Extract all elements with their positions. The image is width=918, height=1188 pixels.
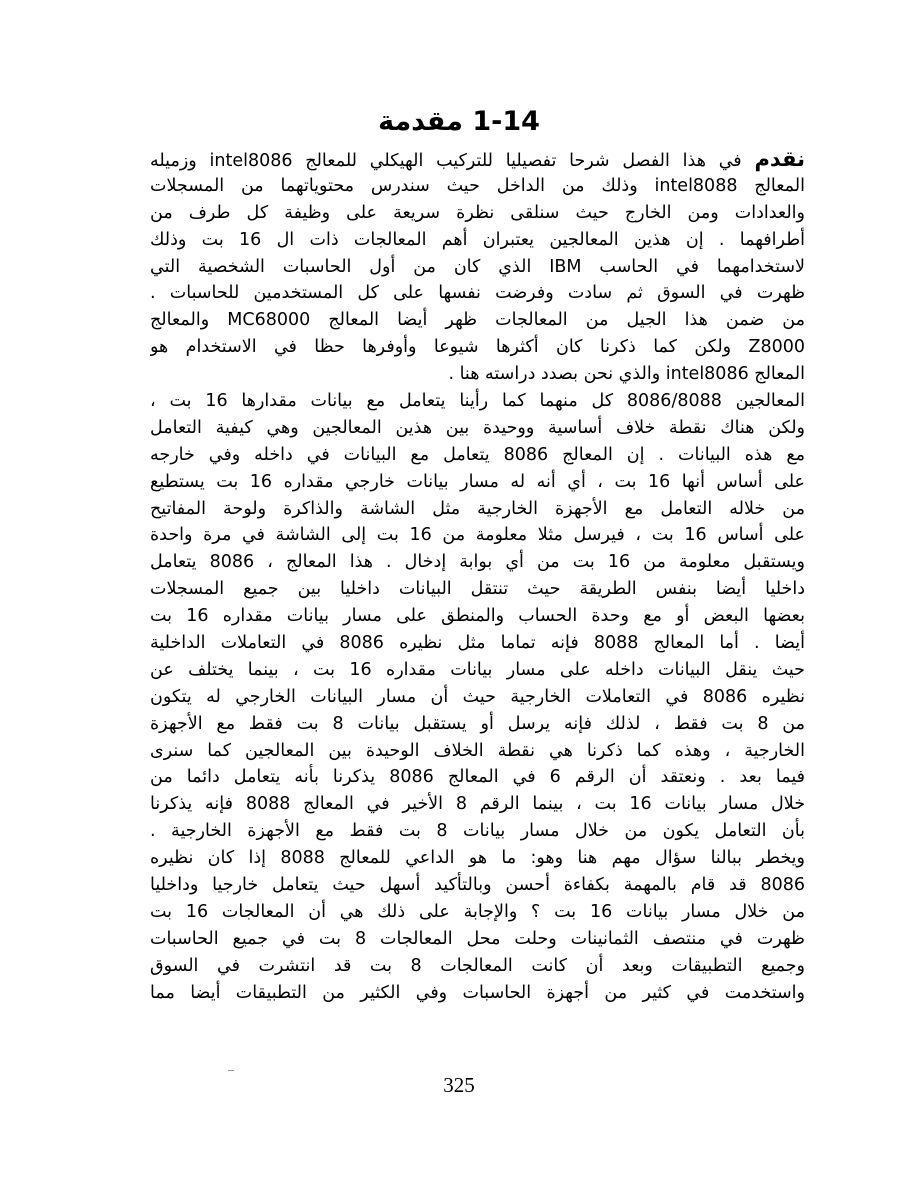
- text-line: من ضمن هذا الجيل من المعالجات ظهر أيضا المعالج MC68000 والمعالج: [150, 310, 805, 331]
- text-line: ويستقبل معلومة من 16 بت من أي بوابة إدخال . هذا المعالج ، 8086 يتعامل: [150, 552, 805, 573]
- text-line: وجميع التطبيقات وبعد أن كانت المعالجات 8 بت قد انتشرت في السوق: [150, 955, 805, 976]
- text-line: مع هذه البيانات . إن المعالج 8086 يتعامل مع البيانات في داخله وفي خارجه: [150, 444, 805, 465]
- text-line: على أساس 16 بت ، فيرسل مثلا معلومة من 16 بت إلى الشاشة في مرة واحدة: [150, 525, 805, 546]
- text-line: حيث ينقل البيانات داخله على مسار بيانات مقداره 16 بت ، بينما يختلف عن: [150, 659, 805, 680]
- text-line: داخليا أيضا بنفس الطريقة حيث تنتقل البيانات داخليا بين جميع المسجلات: [150, 579, 805, 600]
- text-line: نقدم في هذا الفصل شرحا تفصيليا للتركيب الهيكلي للمعالج intel8086 وزميله: [150, 147, 805, 171]
- text-line: أطرافهما . إن هذين المعالجين يعتبران أهم المعالجات ذات ال 16 بت وذلك: [150, 229, 805, 250]
- text-line: ظهرت في السوق ثم سادت وفرضت نفسها على كل المستخدمين للحاسبات .: [150, 283, 805, 304]
- section-title: 1-14 مقدمة: [378, 106, 540, 137]
- lead-word: نقدم: [754, 147, 805, 171]
- text-line: نظيره 8086 في التعاملات الخارجية حيث أن مسار البيانات الخارجي له يتكون: [150, 686, 805, 707]
- text-line: الخارجية ، وهذه كما ذكرنا هي نقطة الخلاف الوحيدة بين المعالجين كما سنرى: [150, 740, 805, 761]
- text-line: بعضها البعض أو مع وحدة الحساب والمنطق على مسار بيانات مقداره 16 بت: [150, 606, 805, 627]
- text-line: ظهرت في منتصف الثمانينات وحلت محل المعالجات 8 بت في جميع الحاسبات: [150, 928, 805, 949]
- text-line: 8086 قد قام بالمهمة بكفاءة أحسن وبالتأكيد أسهل حيث يتعامل خارجيا وداخليا: [150, 875, 805, 896]
- text-line: من خلال مسار بيانات 16 بت ؟ والإجابة على ذلك هي أن المعالجات 16 بت: [150, 901, 805, 922]
- text-line: واستخدمت في كثير من أجهزة الحاسبات وفي الكثير من التطبيقات أيضا مما: [150, 982, 805, 1003]
- text-line: من 8 بت فقط ، لذلك فإنه يرسل أو يستقبل بيانات 8 بت فقط مع الأجهزة: [150, 713, 805, 734]
- page-number: 325: [443, 1073, 475, 1097]
- text-line: من خلاله التعامل مع الأجهزة الخارجية مثل الشاشة والذاكرة ولوحة المفاتيح: [150, 498, 805, 519]
- text-line: أيضا . أما المعالج 8088 فإنه تماما مثل نظيره 8086 في التعاملات الداخلية: [150, 633, 805, 654]
- text-line: المعالجين 8086/8088 كل منهما كما رأينا يتعامل مع بيانات مقدارها 16 بت ،: [150, 391, 805, 412]
- text-line: المعالج intel8088 وذلك من الداخل حيث سندرس محتوياتهما من المسجلات: [150, 175, 805, 196]
- text-line: لاستخدامهما في الحاسب IBM الذي كان من أول الحاسبات الشخصية التي: [150, 256, 805, 277]
- text-line: ولكن هناك نقطة خلاف أساسية ووحيدة بين هذين المعالجين وهي كيفية التعامل: [150, 417, 805, 438]
- text-line: بأن التعامل يكون من خلال مسار بيانات 8 بت فقط مع الأجهزة الخارجية .: [150, 821, 805, 842]
- text-line: والعدادات ومن الخارج حيث سنلقى نظرة سريعة على وظيفة كل طرف من: [150, 202, 805, 223]
- text-line: خلال مسار بيانات 16 بت ، بينما الرقم 8 الأخير في المعالج 8088 فإنه يذكرنا: [150, 794, 805, 815]
- body-text: [150, 146, 805, 1007]
- text-line: ويخطر ببالنا سؤال مهم هنا وهو: ما هو الداعي للمعالج 8088 إذا كان نظيره: [150, 848, 805, 869]
- text-line: على أساس أنها 16 بت ، أي أنه له مسار بيانات خارجي مقداره 16 بت يستطيع: [150, 471, 805, 492]
- text-line: Z8000 ولكن كما ذكرنا كان أكثرها شيوعا وأوفرها حظا في الاستخدام هو: [150, 337, 805, 358]
- text-line: المعالج intel8086 والذي نحن بصدد دراسته هنا .: [448, 364, 805, 385]
- text-line: فيما بعد . ونعتقد أن الرقم 6 في المعالج 8086 يذكرنا بأنه يتعامل دائما من: [150, 767, 805, 788]
